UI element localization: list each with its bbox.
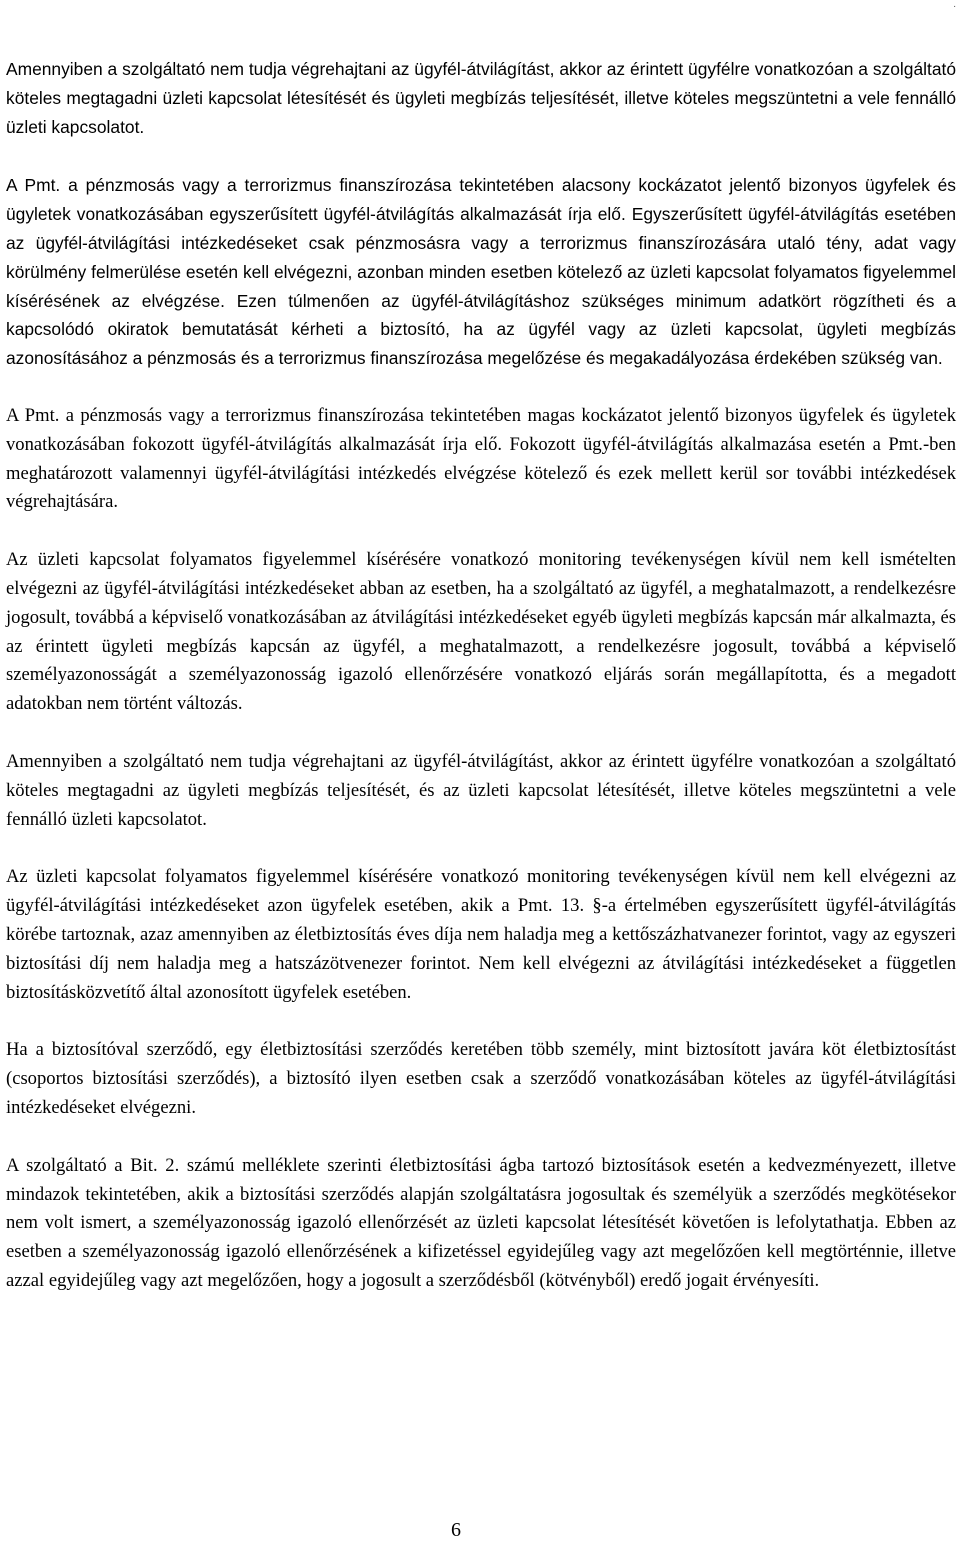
- paragraph-4: Az üzleti kapcsolat folyamatos figyelemmel kísérésére vonatkozó monitoring tevékenységen kívül nem kell ismételten elvégezni az ügyfél-átvilágítási intézkedéseket abban az esetben, ha a szolgáltató az ügyfél, a meghatalmazott, a rendelkezésre jogosult, továbbá a képviselő vonatkozásában az átvilágítási intézkedéseket egyéb ügyleti megbízás kapcsán már alkalmazta, és az érintett ügyleti megbízás kapcsán az ügyfél, a meghatalmazott, a rendelkezésre jogosult, továbbá a képviselő személyazonosságát a személyazonosság igazoló ellenőrzésére vonatkozó eljárás során megállapította, és a megadott adatokban nem történt változás.: [6, 549, 956, 715]
- paragraph-5: Amennyiben a szolgáltató nem tudja végrehajtani az ügyfél-átvilágítást, akkor az érintett ügyfélre vonatkozóan a szolgáltató köteles megtagadni az ügyleti megbízás teljesítését, és az üzleti kapcsolat létesítését, illetve köteles megszüntetni a vele fennálló üzleti kapcsolatot.: [6, 750, 956, 830]
- document-body: [6, 55, 956, 1325]
- paragraph-7: Ha a biztosítóval szerződő, egy életbiztosítási szerződés keretében több személy, mint biztosított javára köt életbiztosítást (csoportos biztosítási szerződés), a biztosító ilyen esetben csak a szerződő vonatkozásában köteles az ügyfél-átvilágítási intézkedéseket elvégezni.: [6, 1039, 956, 1118]
- paragraph-8: A szolgáltató a Bit. 2. számú melléklete szerinti életbiztosítási ágba tartozó biztosítások esetén a kedvezményezett, illetve mindazok tekintetében, akik a biztosítási szerződés alapján szolgáltatásra jogosultak és személyük a szerződés megkötésekor nem volt ismert, a személyazonosság igazoló ellenőrzését az üzleti kapcsolat létesítését követően is lefolytathatja. Ebben az esetben a személyazonosság igazoló ellenőrzésének a kifizetéssel egyidejűleg vagy azt megelőzően kell megtörténnie, illetve azzal egyidejűleg vagy azt megelőzően, hogy a jogosult a szerződésből (kötvényből) eredő jogait érvényesíti.: [6, 1154, 956, 1291]
- paragraph-6: Az üzleti kapcsolat folyamatos figyelemmel kísérésére vonatkozó monitoring tevékenységen kívül nem kell elvégezni az ügyfél-átvilágítási intézkedéseket azon ügyfelek esetében, akik a Pmt. 13. §-a értelmében egyszerűsített ügyfél-átvilágítás körébe tartoznak, azaz amennyiben az életbiztosítás éves díja nem haladja meg a kettőszázhatvanezer forintot, vagy az egyszeri biztosítási díj nem haladja meg a hatszázötvenezer forintot. Nem kell elvégezni az átvilágítási intézkedéseket a független biztosításközvetítő által azonosított ügyfelek esetében.: [6, 866, 956, 1003]
- page-number: 6: [451, 1519, 461, 1541]
- paragraph-1: Amennyiben a szolgáltató nem tudja végrehajtani az ügyfél-átvilágítást, akkor az érintett ügyfélre vonatkozóan a szolgáltató köteles megtagadni üzleti kapcsolat létesítését és ügyleti megbízás teljesítését, illetve köteles megszüntetni a vele fennálló üzleti kapcsolatot.: [6, 59, 956, 137]
- corner-mark: .: [953, 0, 956, 10]
- paragraph-2: A Pmt. a pénzmosás vagy a terrorizmus finanszírozása tekintetében alacsony kockázatot jelentő bizonyos ügyfelek és ügyletek vonatkozásában egyszerűsített ügyfél-átvilágítás alkalmazását írja elő. Egyszerűsített ügyfél-átvilágítás esetében az ügyfél-átvilágítási intézkedéseket csak pénzmosásra vagy a terrorizmus finanszírozására utaló tény, adat vagy körülmény felmerülése esetén kell elvégezni, azonban minden esetben kötelező az üzleti kapcsolat folyamatos figyelemmel kísérésének az elvégzése. Ezen túlmenően az ügyfél-átvilágításhoz szükséges minimum adatkört rögzítheti és a kapcsolódó okiratok bemutatását kérheti a biztosító, ha az ügyfél vagy az üzleti kapcsolat, ügyleti megbízás azonosításához a pénzmosás és a terrorizmus finanszírozása megelőzése és megakadályozása érdekében szükség van.: [6, 175, 956, 369]
- paragraph-3: A Pmt. a pénzmosás vagy a terrorizmus finanszírozása tekintetében magas kockázatot jelentő bizonyos ügyfelek és ügyletek vonatkozásában fokozott ügyfél-átvilágítás alkalmazását írja elő. Fokozott ügyfél-átvilágítás alkalmazása esetén a Pmt.-ben meghatározott valamennyi ügyfél-átvilágítási intézkedés elvégzése kötelező és ezek mellett kerül sor további intézkedések végrehajtására.: [6, 404, 956, 513]
